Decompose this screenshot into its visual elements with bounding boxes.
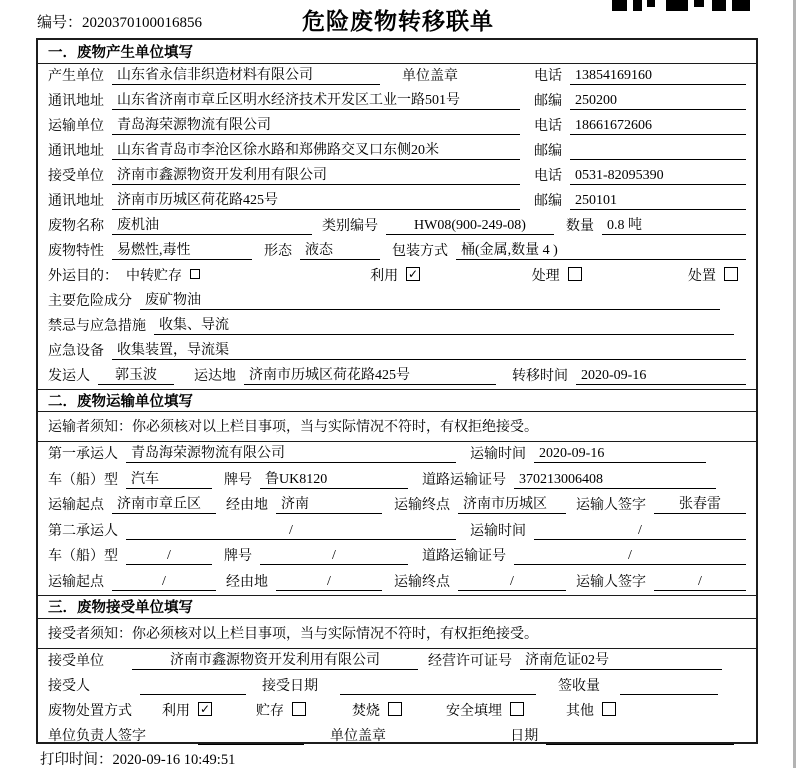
serial-number: 2020370100016856 — [82, 15, 203, 31]
sign-qty-label: 签收量 — [558, 678, 600, 694]
disposal-option-recycle — [162, 700, 212, 720]
carrier1-time-label: 运输时间 — [470, 447, 526, 462]
carrier1-label: 第一承运人 — [48, 447, 118, 462]
purpose-dispose-label: 处置 — [687, 268, 716, 284]
producer-label: 产生单位 — [48, 69, 104, 84]
purpose-recycle-checkbox — [406, 267, 420, 281]
route1-end-label: 运输终点 — [394, 498, 450, 513]
transporter-label: 运输单位 — [48, 119, 104, 134]
route1-via-value: 济南 — [276, 493, 382, 514]
purpose-option-recycle — [370, 265, 420, 285]
producer-address-value: 山东省济南市章丘区明水经济技术开发区工业一路501号 — [112, 89, 520, 110]
disposal-option-other — [566, 700, 616, 720]
transporter-row — [38, 114, 756, 139]
carrier1-time-value: 2020-09-16 — [534, 446, 706, 463]
receiver-phone-group — [534, 165, 746, 185]
hazard-label: 主要危险成分 — [48, 293, 132, 309]
transporter-zip-group — [534, 140, 746, 160]
signoff-label: 单位负责人签字 — [48, 728, 146, 744]
permit-label: 经营许可证号 — [428, 653, 512, 669]
hazard-value: 废矿物油 — [140, 289, 720, 310]
disposal-incinerate-checkbox — [388, 702, 402, 716]
section3-notice: 接受者须知：你必须核对以上栏目事项，当与实际情况不符时，有权拒绝接受。 — [38, 619, 756, 649]
waste-name-row — [38, 214, 756, 239]
disposal-other-checkbox — [602, 702, 616, 716]
serial-label: 编号： — [37, 15, 83, 31]
carrier1-value: 青岛海荣源物流有限公司 — [126, 442, 456, 463]
purpose-transfer-checkbox — [190, 269, 200, 279]
qr-code-fragment — [612, 0, 750, 11]
receiver-zip-value: 250101 — [570, 193, 746, 210]
vehicle1-type-value: 汽车 — [126, 468, 212, 489]
waste-qty-label: 数量 — [566, 219, 594, 234]
accept-date-value — [340, 678, 536, 695]
route2-row — [38, 569, 756, 595]
taboo-value: 收集、导流 — [154, 314, 734, 335]
waste-form-label: 形态 — [264, 244, 292, 259]
route1-end-value: 济南市历城区 — [458, 493, 566, 514]
producer-zip-value: 250200 — [570, 93, 746, 110]
waste-props-label: 废物特性 — [48, 244, 104, 259]
print-time-value: 2020-09-16 10:49:51 — [112, 752, 236, 768]
transporter-zip-value — [570, 143, 746, 160]
destination-label: 运达地 — [194, 368, 236, 384]
waste-props-row — [38, 239, 756, 264]
route2-via-label: 经由地 — [226, 574, 268, 590]
waste-code-label: 类别编号 — [322, 219, 378, 234]
hazard-row — [38, 289, 756, 314]
waste-pack-value: 桶(金属,数量 4 ) — [456, 239, 746, 260]
transporter-address-value: 山东省青岛市李沧区徐水路和郑佛路交叉口东侧20米 — [112, 139, 520, 160]
disposal-store-checkbox — [292, 702, 306, 716]
route2-start-value: / — [112, 574, 216, 591]
section1-header: 一．废物产生单位填写 — [38, 40, 756, 64]
purpose-transfer-label: 中转贮存 — [126, 268, 182, 284]
print-time-line — [40, 748, 235, 768]
receiver-phone-label: 电话 — [534, 169, 562, 184]
transporter-phone-value: 18661672606 — [570, 118, 746, 135]
route1-via-label: 经由地 — [226, 498, 268, 513]
vehicle1-permit-label: 道路运输证号 — [422, 472, 506, 488]
route1-row — [38, 493, 756, 519]
waste-form-value: 液态 — [300, 239, 380, 260]
route2-sign-value: / — [654, 574, 746, 591]
disposal-landfill-checkbox — [510, 702, 524, 716]
disposal-option-store — [256, 700, 306, 720]
accept-date-label: 接受日期 — [262, 678, 318, 694]
disposal-incinerate-label: 焚烧 — [352, 703, 380, 719]
route1-start-label: 运输起点 — [48, 498, 104, 513]
signoff-value — [198, 728, 304, 745]
vehicle2-row — [38, 544, 756, 570]
recipient-value — [140, 678, 246, 695]
disposal-recycle-label: 利用 — [162, 703, 190, 719]
vehicle2-plate-label: 牌号 — [224, 549, 252, 564]
disposal-store-label: 贮存 — [256, 703, 284, 719]
disposal-other-label: 其他 — [566, 703, 594, 719]
route2-start-label: 运输起点 — [48, 574, 104, 590]
purpose-treat-checkbox — [568, 267, 582, 281]
transporter-address-label: 通讯地址 — [48, 144, 104, 159]
disposal-row — [38, 699, 756, 724]
section3-header: 三．废物接受单位填写 — [38, 595, 756, 619]
section2-header: 二．废物运输单位填写 — [38, 389, 756, 412]
purpose-option-dispose — [688, 265, 738, 285]
waste-name-value: 废机油 — [112, 214, 312, 235]
disposal-landfill-label: 安全填埋 — [446, 703, 502, 719]
taboo-label: 禁忌与应急措施 — [48, 318, 146, 334]
producer-address-row — [38, 89, 756, 114]
waste-code-value: HW08(900-249-08) — [386, 218, 554, 235]
carrier2-time-value: / — [534, 523, 746, 540]
route2-sign-label: 运输人签字 — [576, 574, 646, 590]
receiver-address-row — [38, 189, 756, 214]
receiver-label: 接受单位 — [48, 169, 104, 184]
route1-sign-value: 张春雷 — [654, 493, 746, 514]
vehicle1-type-label: 车（船）型 — [48, 472, 118, 488]
purpose-row — [38, 264, 756, 289]
carrier2-row — [38, 518, 756, 544]
equipment-value: 收集装置，导流渠 — [112, 339, 746, 360]
purpose-option-treat — [532, 265, 582, 285]
transporter-zip-label: 邮编 — [534, 144, 562, 159]
unit-stamp-label: 单位盖章 — [330, 728, 386, 744]
form-box — [36, 38, 758, 744]
transporter-value: 青岛海荣源物流有限公司 — [112, 114, 520, 135]
print-time-label: 打印时间： — [40, 752, 113, 768]
sign-qty-value — [620, 678, 718, 695]
transporter-phone-group — [534, 115, 746, 135]
vehicle2-plate-value: / — [260, 548, 408, 565]
receiver-address-label: 通讯地址 — [48, 194, 104, 209]
receiver-phone-value: 0531-82095390 — [570, 168, 746, 185]
receiver-zip-label: 邮编 — [534, 194, 562, 209]
route2-end-value: / — [458, 574, 566, 591]
transfer-time-value: 2020-09-16 — [576, 368, 746, 385]
recipient-row — [38, 674, 756, 699]
vehicle2-type-label: 车（船）型 — [48, 549, 118, 564]
recipient-label: 接受人 — [48, 678, 90, 694]
destination-value: 济南市历城区荷花路425号 — [244, 364, 496, 385]
producer-row — [38, 64, 756, 89]
vehicle2-permit-value: / — [514, 548, 746, 565]
route1-sign-label: 运输人签字 — [576, 498, 646, 513]
carrier2-value: / — [126, 523, 456, 540]
receiver-zip-group — [534, 190, 746, 210]
route1-start-value: 济南市章丘区 — [112, 493, 216, 514]
equipment-row — [38, 339, 756, 364]
producer-phone-value: 13854169160 — [570, 68, 746, 85]
producer-zip-label: 邮编 — [534, 94, 562, 109]
producer-zip-group — [534, 90, 746, 110]
signoff-date-value — [546, 728, 734, 745]
receiver-value: 济南市鑫源物资开发利用有限公司 — [112, 164, 520, 185]
disposal-recycle-checkbox — [198, 702, 212, 716]
purpose-label: 外运目的： — [48, 268, 118, 284]
disposal-option-incinerate — [352, 700, 402, 720]
disposal-label: 废物处置方式 — [48, 703, 132, 719]
waste-props-value: 易燃性,毒性 — [112, 239, 252, 260]
waste-qty-value: 0.8 吨 — [602, 214, 746, 235]
purpose-dispose-checkbox — [724, 267, 738, 281]
transporter-phone-label: 电话 — [534, 119, 562, 134]
signoff-row — [38, 724, 756, 749]
receiver-row — [38, 164, 756, 189]
vehicle1-permit-value: 370213006408 — [514, 472, 716, 489]
page-title: 危险废物转移联单 — [302, 9, 494, 34]
accept-unit-value: 济南市鑫源物资开发利用有限公司 — [132, 649, 418, 670]
producer-phone-group — [534, 65, 746, 85]
section2-notice: 运输者须知：你必须核对以上栏目事项，当与实际情况不符时，有权拒绝接受。 — [38, 412, 756, 442]
vehicle1-plate-value: 鲁UK8120 — [260, 468, 408, 489]
transporter-address-row — [38, 139, 756, 164]
producer-address-label: 通讯地址 — [48, 94, 104, 109]
purpose-option-transfer — [126, 265, 200, 285]
shipper-row — [38, 364, 756, 389]
receiver-address-value: 济南市历城区荷花路425号 — [112, 189, 520, 210]
check-mark: ✓ — [408, 267, 419, 281]
accept-unit-row — [38, 649, 756, 674]
purpose-recycle-label: 利用 — [370, 268, 399, 284]
accept-unit-label: 接受单位 — [48, 653, 104, 669]
vehicle1-row — [38, 467, 756, 493]
signoff-date-label: 日期 — [510, 728, 539, 744]
carrier2-label: 第二承运人 — [48, 523, 118, 539]
vehicle1-plate-label: 牌号 — [224, 472, 252, 488]
permit-value: 济南危证02号 — [520, 649, 722, 670]
vehicle2-permit-label: 道路运输证号 — [422, 549, 506, 564]
check-mark: ✓ — [199, 702, 211, 716]
equipment-label: 应急设备 — [48, 343, 104, 359]
producer-value: 山东省永信非织造材料有限公司 — [112, 64, 380, 85]
transfer-time-label: 转移时间 — [512, 368, 568, 384]
route2-end-label: 运输终点 — [394, 574, 450, 590]
shipper-value: 郭玉波 — [98, 364, 174, 385]
taboo-row — [38, 314, 756, 339]
route2-via-value: / — [276, 574, 382, 591]
carrier2-time-label: 运输时间 — [470, 523, 526, 539]
waste-name-label: 废物名称 — [48, 219, 104, 234]
carrier1-row — [38, 442, 756, 468]
vehicle2-type-value: / — [126, 548, 212, 565]
purpose-treat-label: 处理 — [531, 268, 560, 284]
disposal-option-landfill — [446, 700, 524, 720]
shipper-label: 发运人 — [48, 368, 90, 384]
stamp-label: 单位盖章 — [402, 69, 458, 84]
producer-phone-label: 电话 — [534, 69, 562, 84]
waste-pack-label: 包装方式 — [392, 244, 448, 259]
